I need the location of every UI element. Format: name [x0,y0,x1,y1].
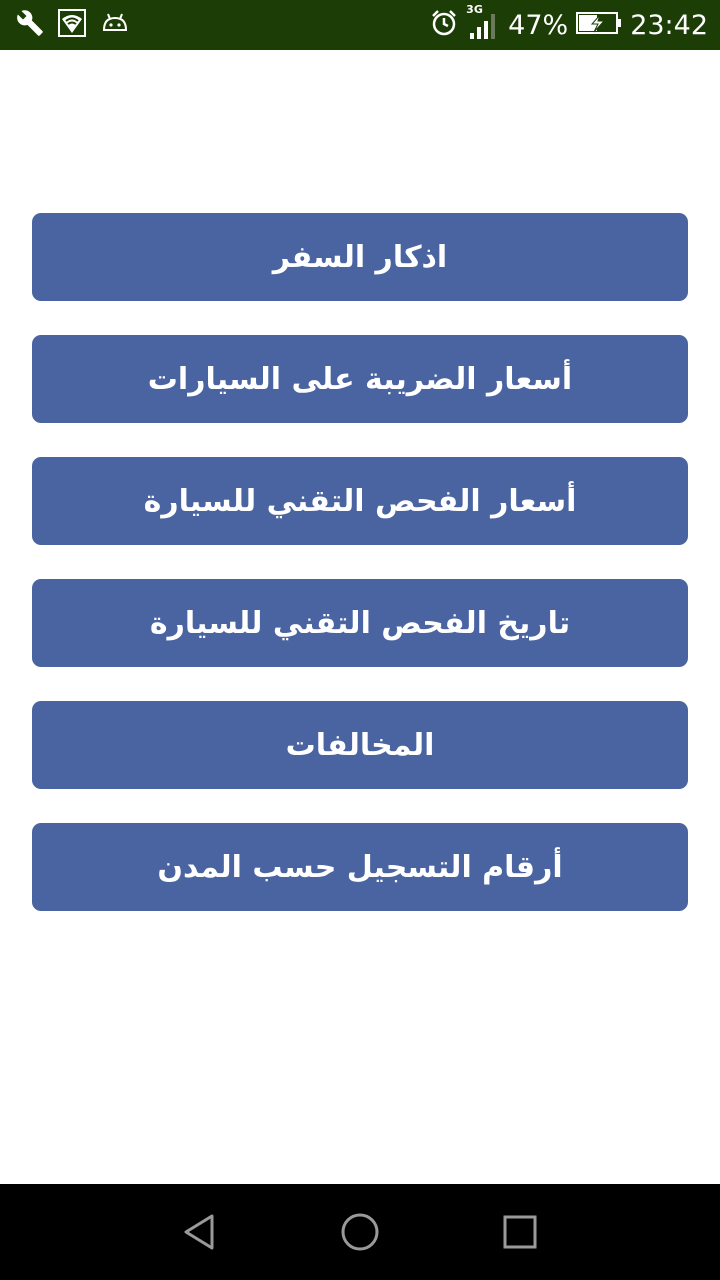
android-icon [100,12,130,38]
menu-button-inspection-date[interactable]: تاريخ الفحص التقني للسيارة [32,579,688,667]
battery-charging-icon [576,11,622,39]
menu-list [32,213,688,945]
back-icon[interactable] [160,1192,240,1272]
menu-button-violations[interactable]: المخالفات [32,701,688,789]
menu-button-registration-numbers[interactable]: أرقام التسجيل حسب المدن [32,823,688,911]
clock: 23:42 [630,9,708,41]
menu-button-car-tax-prices[interactable]: أسعار الضريبة على السيارات [32,335,688,423]
status-right-icons [422,3,708,41]
navigation-bar [0,1184,720,1280]
signal-indicator [466,3,500,41]
main-content [0,50,720,1184]
menu-button-inspection-prices[interactable]: أسعار الفحص التقني للسيارة [32,457,688,545]
menu-button-travel-prayers[interactable]: اذكار السفر [32,213,688,301]
recents-icon[interactable] [480,1192,560,1272]
status-left-icons [16,9,144,41]
wifi-icon [58,9,86,41]
network-type-label: 3G [466,3,483,16]
wrench-icon [16,9,44,41]
home-icon[interactable] [320,1192,400,1272]
status-bar [0,0,720,50]
battery-percent: 47% [508,9,569,41]
alarm-icon [430,9,458,41]
signal-icon [466,9,500,41]
